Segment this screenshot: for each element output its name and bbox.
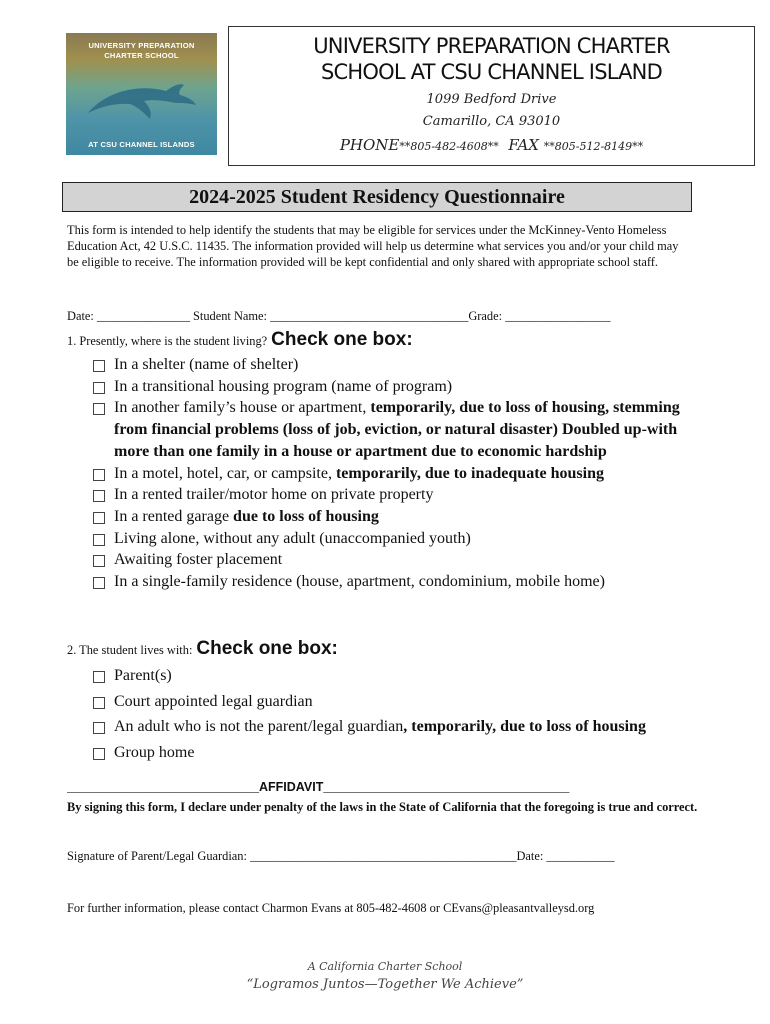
grade-label: Grade:	[468, 309, 503, 323]
footer-tagline: A California Charter School	[307, 960, 463, 973]
signature-label: Signature of Parent/Legal Guardian:	[67, 849, 247, 863]
checkbox[interactable]	[93, 382, 105, 394]
checkbox[interactable]	[93, 512, 105, 524]
student-name-label: Student Name:	[193, 309, 267, 323]
school-name-line-2: SCHOOL AT CSU CHANNEL ISLAND	[321, 60, 662, 84]
q1-option-garage[interactable]: In a rented garage due to loss of housing	[93, 506, 703, 528]
question-2-heading	[67, 638, 707, 660]
fax-label: FAX	[508, 136, 539, 154]
school-name	[229, 33, 754, 85]
logo-line-2: CHARTER SCHOOL	[104, 51, 179, 60]
q2-option-other-adult[interactable]: An adult who is not the parent/legal guardian, temporarily, due to loss of housing	[93, 714, 713, 740]
q1-option-foster[interactable]: Awaiting foster placement	[93, 549, 703, 571]
q2-option-guardian[interactable]: Court appointed legal guardian	[93, 689, 713, 715]
q1-option-alone[interactable]: Living alone, without any adult (unaccompanied youth)	[93, 528, 703, 550]
fax-value: **805-512-8149**	[543, 140, 644, 153]
date-field[interactable]: _______________	[96, 309, 190, 323]
checkbox[interactable]	[93, 722, 105, 734]
logo-line-3: AT CSU CHANNEL ISLANDS	[88, 140, 195, 149]
affidavit-heading: ________________________________AFFIDAVIT_________________________________________	[67, 780, 570, 794]
phone-label: PHONE	[339, 136, 400, 154]
q2-option-group-home[interactable]: Group home	[93, 740, 713, 766]
affidavit-label: AFFIDAVIT	[259, 780, 324, 794]
student-name-field[interactable]: ________________________________	[270, 309, 469, 323]
footer-motto: “Logramos Juntos—Together We Achieve”	[246, 977, 524, 992]
q2-option-parents[interactable]: Parent(s)	[93, 663, 713, 689]
date-label: Date:	[67, 309, 94, 323]
form-title: 2024-2025 Student Residency Questionnaire	[62, 182, 692, 212]
question-1-heading	[67, 329, 707, 351]
q1-option-shelter[interactable]: In a shelter (name of shelter)	[93, 354, 703, 376]
q1-option-single-family[interactable]: In a single-family residence (house, apartment, condominium, mobile home)	[93, 571, 703, 593]
checkbox[interactable]	[93, 671, 105, 683]
q1-option-doubled-up[interactable]: In another family’s house or apartment, temporarily, due to loss of housing, stemming from financial problems (loss of job, eviction, or natural disaster) Doubled up-with more than one family in a house or apartment due to economic hardship	[93, 397, 703, 462]
checkbox[interactable]	[93, 697, 105, 709]
checkbox[interactable]	[93, 577, 105, 589]
question-2-options	[93, 663, 713, 766]
question-1-options	[93, 354, 703, 593]
q1-option-trailer[interactable]: In a rented trailer/motor home on private property	[93, 484, 703, 506]
school-city: Camarillo, CA 93010	[422, 114, 561, 129]
school-contact-line	[229, 133, 754, 159]
phone-value: **805-482-4608**	[399, 140, 499, 153]
checkbox[interactable]	[93, 403, 105, 415]
grade-field[interactable]: _________________	[505, 309, 611, 323]
question-1-instruction: Check one box:	[271, 329, 413, 350]
school-name-line-1: UNIVERSITY PREPARATION CHARTER	[313, 34, 670, 58]
q1-option-transitional[interactable]: In a transitional housing program (name of program)	[93, 376, 703, 398]
school-logo	[66, 33, 217, 155]
dolphin-icon	[84, 79, 199, 123]
school-header	[228, 26, 755, 166]
question-2-label: 2. The student lives with:	[67, 643, 193, 657]
signature-field[interactable]: ___________________________________________	[250, 849, 517, 863]
contact-info: For further information, please contact Charmon Evans at 805-482-4608 or CEvans@pleasantvalleysd.org	[67, 901, 595, 915]
student-info-line	[67, 308, 707, 324]
checkbox[interactable]	[93, 469, 105, 481]
logo-text-top	[66, 41, 217, 61]
q1-option-motel[interactable]: In a motel, hotel, car, or campsite, temporarily, due to inadequate housing	[93, 463, 703, 485]
logo-line-1: UNIVERSITY PREPARATION	[88, 41, 195, 50]
affidavit-statement: By signing this form, I declare under penalty of the laws in the State of California that the foregoing is true and correct.	[67, 800, 698, 814]
school-address: 1099 Bedford Drive	[426, 92, 557, 107]
signature-date-label: Date:	[516, 849, 544, 863]
intro-paragraph: This form is intended to help identify the students that may be eligible for services under the McKinney-Vento Homeless Education Act, 42 U.S.C. 11435. The information provided will help us determine what services you and/or your child may be eligible to receive. The information provided will be kept confidential and only shared with appropriate school staff.	[67, 223, 679, 269]
question-1-label: 1. Presently, where is the student living?	[67, 334, 268, 348]
checkbox[interactable]	[93, 360, 105, 372]
signature-date-field[interactable]: ___________	[546, 849, 615, 863]
checkbox[interactable]	[93, 490, 105, 502]
question-2-instruction: Check one box:	[196, 638, 338, 659]
checkbox[interactable]	[93, 555, 105, 567]
checkbox[interactable]	[93, 748, 105, 760]
checkbox[interactable]	[93, 534, 105, 546]
signature-line	[67, 848, 707, 864]
